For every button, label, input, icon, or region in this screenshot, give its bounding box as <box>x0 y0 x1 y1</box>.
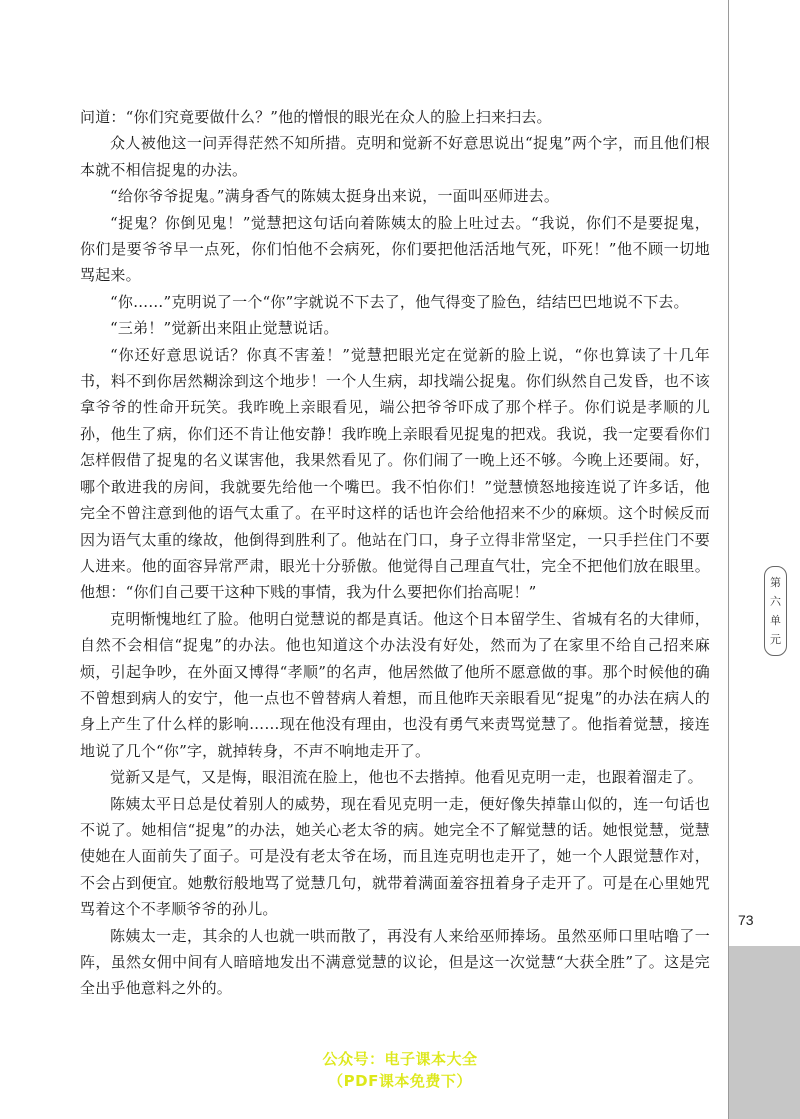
page-number: 73 <box>738 912 754 928</box>
paragraph: “捉鬼？你倒见鬼！”觉慧把这句话向着陈姨太的脸上吐过去。“我说，你们不是要捉鬼，你们是要爷爷早一点死，你们怕他不会病死，你们要把他活活地气死，吓死！”他不顾一切地骂起来。 <box>80 213 710 285</box>
watermark <box>300 1048 500 1092</box>
paragraph: 陈姨太平日总是仗着别人的威势，现在看见克明一走，便好像失掉靠山似的，连一句话也不说了。她相信“捉鬼”的办法，她关心老太爷的病。她完全不了解觉慧的话。她恨觉慧，觉慧使她在人面前失了面子。可是没有老太爷在场，而且连克明也走开了，她一个人跟觉慧作对，不会占到便宜。她敷衍般地骂了觉慧几句，就带着满面羞容扭着身子走开了。可是在心里她咒骂着这个不孝顺爷爷的孙儿。 <box>80 794 710 919</box>
margin-gray-band <box>729 946 800 1119</box>
unit-char: 六 <box>770 595 781 608</box>
unit-char: 单 <box>770 614 781 627</box>
paragraph: “给你爷爷捉鬼。”满身香气的陈姨太挺身出来说，一面叫巫师进去。 <box>110 187 560 206</box>
paragraph: “你……”克明说了一个“你”字就说不下去了，他气得变了脸色，结结巴巴地说不下去。 <box>110 292 689 311</box>
unit-char: 第 <box>770 576 781 589</box>
watermark-line: 公众号：电子课本大全 <box>322 1050 478 1068</box>
paragraph: “你还好意思说话？你真不害羞！”觉慧把眼光定在觉新的脸上说，“你也算读了十几年书，料不到你居然糊涂到这个地步！一个人生病，却找端公捉鬼。你们纵然自己发昏，也不该拿爷爷的性命开玩笑。我昨晚上亲眼看见，端公把爷爷吓成了那个样子。你们说是孝顺的儿孙，他生了病，你们还不肯让他安静！我昨晚上亲眼看见捉鬼的把戏。我说，我一定要看你们怎样假借了捉鬼的名义谋害他，我果然看见了。你们闹了一晚上还不够。今晚上还要闹。好，哪个敢进我的房间，我就要先给他一个嘴巴。我不怕你们！”觉慧愤怒地接连说了许多话，他完全不曾注意到他的语气太重了。在平时这样的话也许会给他招来不少的麻烦。这个时候反而因为语气太重的缘故，他倒得到胜利了。他站在门口，身子立得非常坚定，一只手拦住门不要人进来。他的面容异常严肃，眼光十分骄傲。他觉得自己理直气壮，完全不把他们放在眼里。他想：“你们自己要干这种下贱的事情，我为什么要把你们抬高呢！” <box>80 345 710 602</box>
unit-char: 元 <box>770 633 781 646</box>
paragraph: 问道：“你们究竟要做什么？”他的憎恨的眼光在众人的脸上扫来扫去。 <box>80 108 552 126</box>
unit-badge <box>764 566 787 656</box>
paragraph: 众人被他这一问弄得茫然不知所措。克明和觉新不好意思说出“捉鬼”两个字，而且他们根本就不相信捉鬼的办法。 <box>80 134 710 179</box>
paragraph: 觉新又是气，又是悔，眼泪流在脸上，他也不去揩掉。他看见克明一走，也跟着溜走了。 <box>110 768 703 787</box>
watermark-line: （PDF课本免费下） <box>328 1072 472 1090</box>
paragraph: 陈姨太一走，其余的人也就一哄而散了，再没有人来给巫师捧场。虽然巫师口里咕噜了一阵，虽然女佣中间有人暗暗地发出不满意觉慧的议论，但是这一次觉慧“大获全胜”了。这是完全出乎他意料之外的。 <box>80 926 710 998</box>
paragraph: “三弟！”觉新出来阻止觉慧说话。 <box>110 319 339 338</box>
paragraph: 克明惭愧地红了脸。他明白觉慧说的都是真话。他这个日本留学生、省城有名的大律师，自然不会相信“捉鬼”的办法。他也知道这个办法没有好处，然而为了在家里不给自己招来麻烦，引起争吵，在外面又博得“孝顺”的名声，他居然做了他所不愿意做的事。那个时候他的确不曾想到病人的安宁，他一点也不曾替病人着想，而且他昨天亲眼看见“捉鬼”的办法在病人的身上产生了什么样的影响……现在他没有理由，也没有勇气来责骂觉慧了。他指着觉慧，接连地说了几个“你”字，就掉转身，不声不响地走开了。 <box>80 609 710 760</box>
body-text <box>80 104 710 1002</box>
